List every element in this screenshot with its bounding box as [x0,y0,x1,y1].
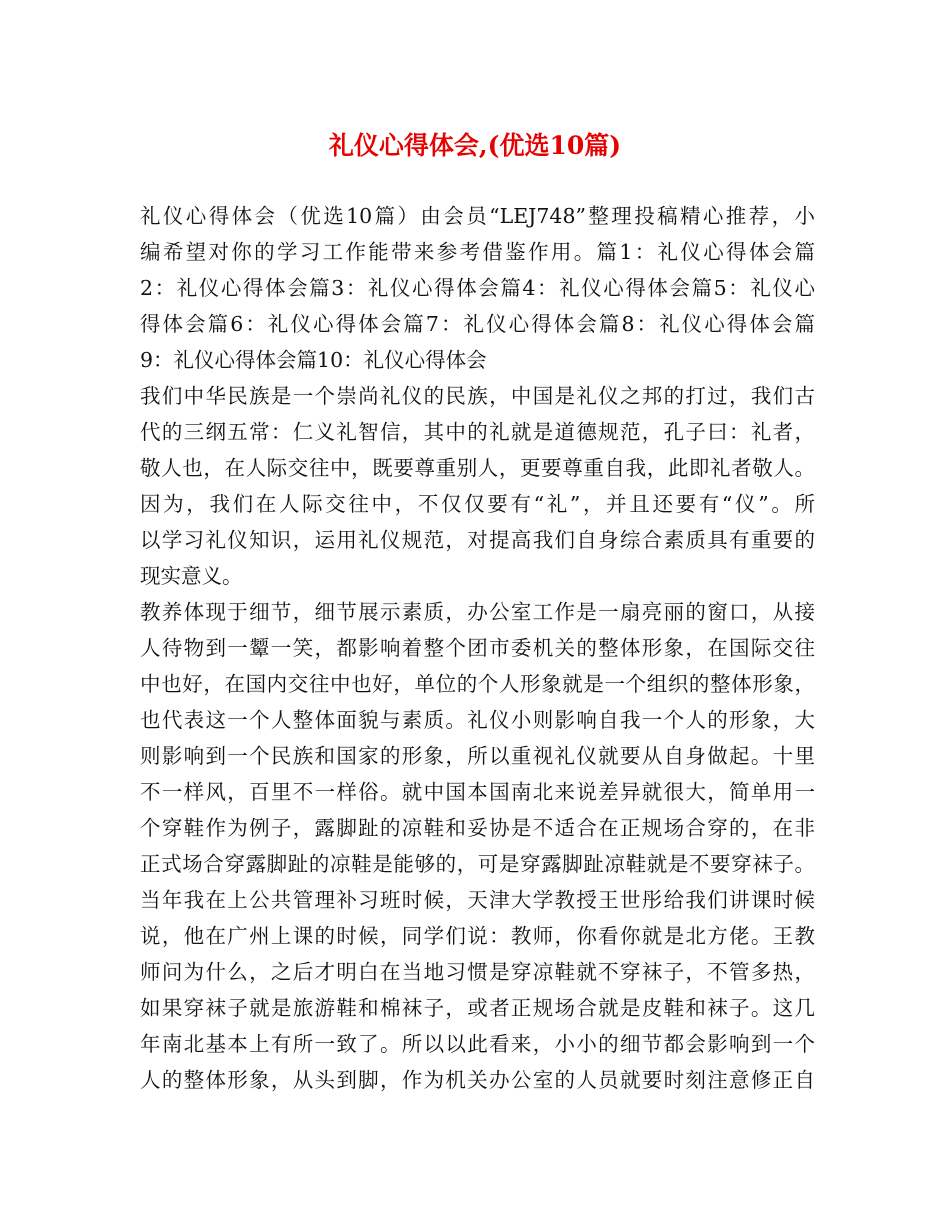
text-line: 得体会篇6：礼仪心得体会篇7：礼仪心得体会篇8：礼仪心得体会篇 [140,312,815,336]
text-line: 中也好，在国内交往中也好，单位的个人形象就是一个组织的整体形象， [140,672,815,696]
text-line: 人的整体形象，从头到脚，作为机关办公室的人员就要时刻注意修正自 [140,1068,815,1092]
text-line: 敬人也，在人际交往中，既要尊重别人，更要尊重自我，此即礼者敬人。 [140,456,815,480]
text-line: 不一样风，百里不一样俗。就中国本国南北来说差异就很大，简单用一 [140,780,815,804]
text-line: 编希望对你的学习工作能带来参考借鉴作用。篇1：礼仪心得体会篇 [140,240,815,264]
text-line: 说，他在广州上课的时候，同学们说：教师，你看你就是北方佬。王教 [140,924,815,948]
text-line: 则影响到一个民族和国家的形象，所以重视礼仪就要从自身做起。十里 [140,744,815,768]
text-line: 我们中华民族是一个崇尚礼仪的民族，中国是礼仪之邦的打过，我们古 [140,384,815,408]
text-line: 师问为什么，之后才明白在当地习惯是穿凉鞋就不穿袜子，不管多热， [140,960,815,984]
text-line: 也代表这一个人整体面貌与素质。礼仪小则影响自我一个人的形象，大 [140,708,815,732]
text-line: 礼仪心得体会（优选10篇）由会员“LEJ748”整理投稿精心推荐，小 [140,204,815,228]
text-line: 9：礼仪心得体会篇10：礼仪心得体会 [140,348,487,372]
document-title: 礼仪心得体会,(优选10篇) [328,131,622,160]
text-line: 教养体现于细节，细节展示素质，办公室工作是一扇亮丽的窗口，从接 [140,600,815,624]
text-line: 现实意义。 [140,564,243,588]
text-line: 以学习礼仪知识，运用礼仪规范，对提高我们自身综合素质具有重要的 [140,528,815,552]
text-line: 如果穿袜子就是旅游鞋和棉袜子，或者正规场合就是皮鞋和袜子。这几 [140,996,815,1020]
text-line: 当年我在上公共管理补习班时候，天津大学教授王世彤给我们讲课时候 [140,888,815,912]
text-line: 个穿鞋作为例子，露脚趾的凉鞋和妥协是不适合在正规场合穿的，在非 [140,816,815,840]
text-line: 年南北基本上有所一致了。所以以此看来，小小的细节都会影响到一个 [140,1032,815,1056]
text-line: 正式场合穿露脚趾的凉鞋是能够的，可是穿露脚趾凉鞋就是不要穿袜子。 [140,852,815,876]
document-body [140,198,815,1098]
text-line: 2：礼仪心得体会篇3：礼仪心得体会篇4：礼仪心得体会篇5：礼仪心 [140,276,815,300]
text-line: 人待物到一颦一笑，都影响着整个团市委机关的整体形象，在国际交往 [140,636,815,660]
text-line: 代的三纲五常：仁义礼智信，其中的礼就是道德规范，孔子曰：礼者， [140,420,815,444]
text-line: 因为，我们在人际交往中，不仅仅要有“礼”，并且还要有“仪”。所 [140,492,815,516]
